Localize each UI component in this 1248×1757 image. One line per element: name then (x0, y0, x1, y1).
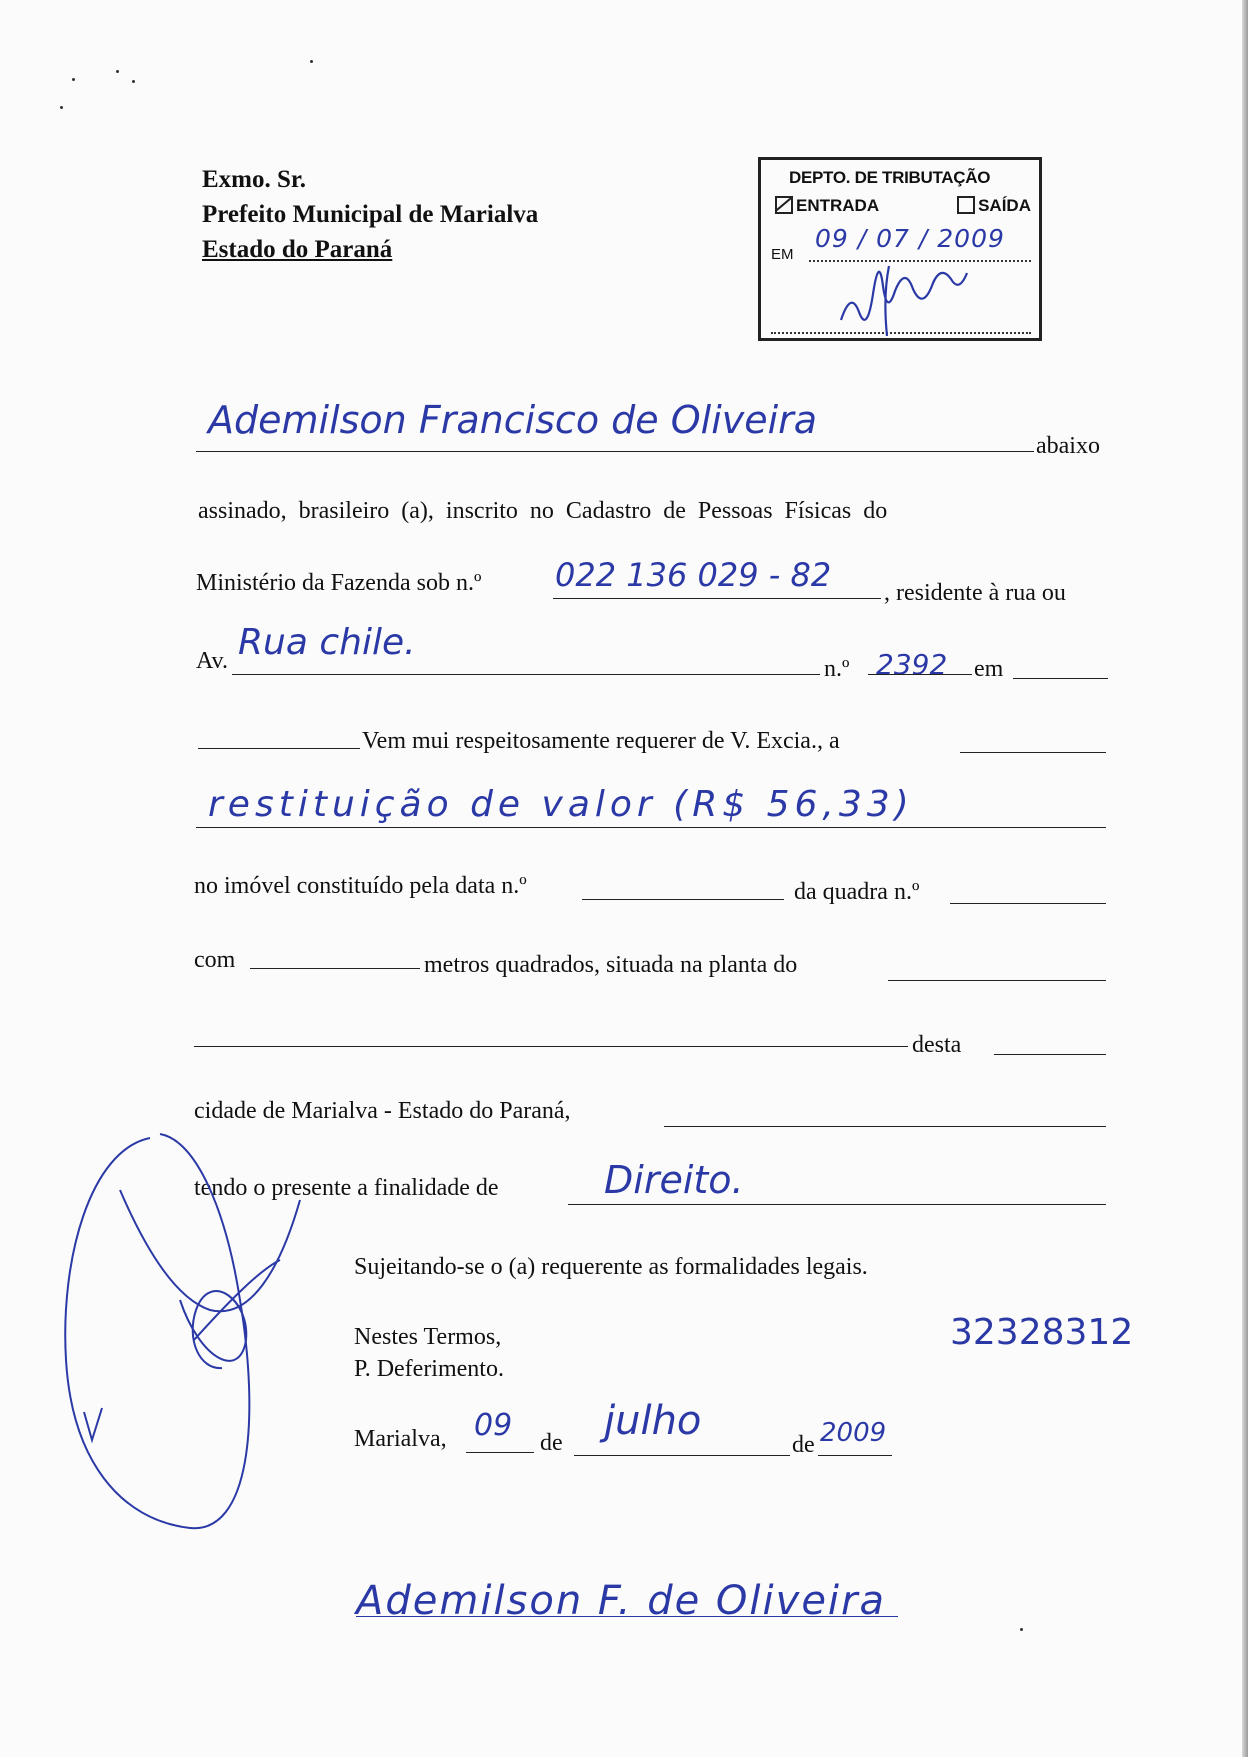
sujeitando-text: Sujeitando-se o (a) requerente as formalidades legais. (354, 1254, 868, 1280)
date-year: 2009 (820, 1418, 887, 1448)
request-value: restituição de valor (R$ 56,33) (208, 784, 914, 825)
quadra-label: da quadra n.º (794, 879, 920, 905)
com-label: com (194, 947, 236, 973)
request-text: Vem mui respeitosamente requerer de V. Excia., a (362, 728, 840, 754)
assinado-text: assinado, brasileiro (a), inscrito no Cadastro de Pessoas Físicas do (198, 498, 888, 524)
entrada-label: ENTRADA (796, 196, 880, 215)
nestes-termos: Nestes Termos, (354, 1324, 502, 1350)
number-label: n.º (824, 656, 850, 682)
stamp-date: 09 / 07 / 2009 (815, 224, 1005, 253)
applicant-name: Ademilson Francisco de Oliveira (208, 398, 818, 442)
applicant-signature: Ademilson F. de Oliveira (356, 1578, 886, 1624)
addressee-line2: Prefeito Municipal de Marialva (202, 201, 539, 228)
number-value: 2392 (876, 648, 948, 681)
abaixo-text: abaixo (1036, 433, 1100, 459)
cpf-value: 022 136 029 - 82 (555, 556, 832, 594)
desta-label: desta (912, 1032, 962, 1058)
av-label: Av. (196, 648, 228, 674)
addressee-line1: Exmo. Sr. (202, 166, 306, 193)
finalidade-label: tendo o presente a finalidade de (194, 1175, 499, 1201)
stamp-title: DEPTO. DE TRIBUTAÇÃO (789, 168, 991, 187)
em-label: em (974, 656, 1004, 682)
date-day: 09 (474, 1408, 513, 1443)
cidade-label: cidade de Marialva - Estado do Paraná, (194, 1098, 571, 1124)
city-label: Marialva, (354, 1426, 447, 1452)
saida-label: SAÍDA (978, 196, 1031, 215)
stamp-em-label: EM (771, 246, 794, 263)
phone-number: 32328312 (950, 1312, 1134, 1353)
finalidade-value: Direito. (604, 1158, 744, 1202)
deferimento: P. Deferimento. (354, 1356, 504, 1382)
date-month: julho (604, 1398, 702, 1444)
de-label-2: de (792, 1432, 815, 1458)
cpf-label: Ministério da Fazenda sob n.º (196, 570, 482, 596)
de-label-1: de (540, 1430, 563, 1456)
addressee-line3: Estado do Paraná (202, 236, 393, 263)
street-value: Rua chile. (238, 622, 416, 663)
residente-text: , residente à rua ou (884, 580, 1066, 606)
imovel-label: no imóvel constituído pela data n.º (194, 873, 527, 899)
metros-label: metros quadrados, situada na planta do (424, 952, 798, 978)
